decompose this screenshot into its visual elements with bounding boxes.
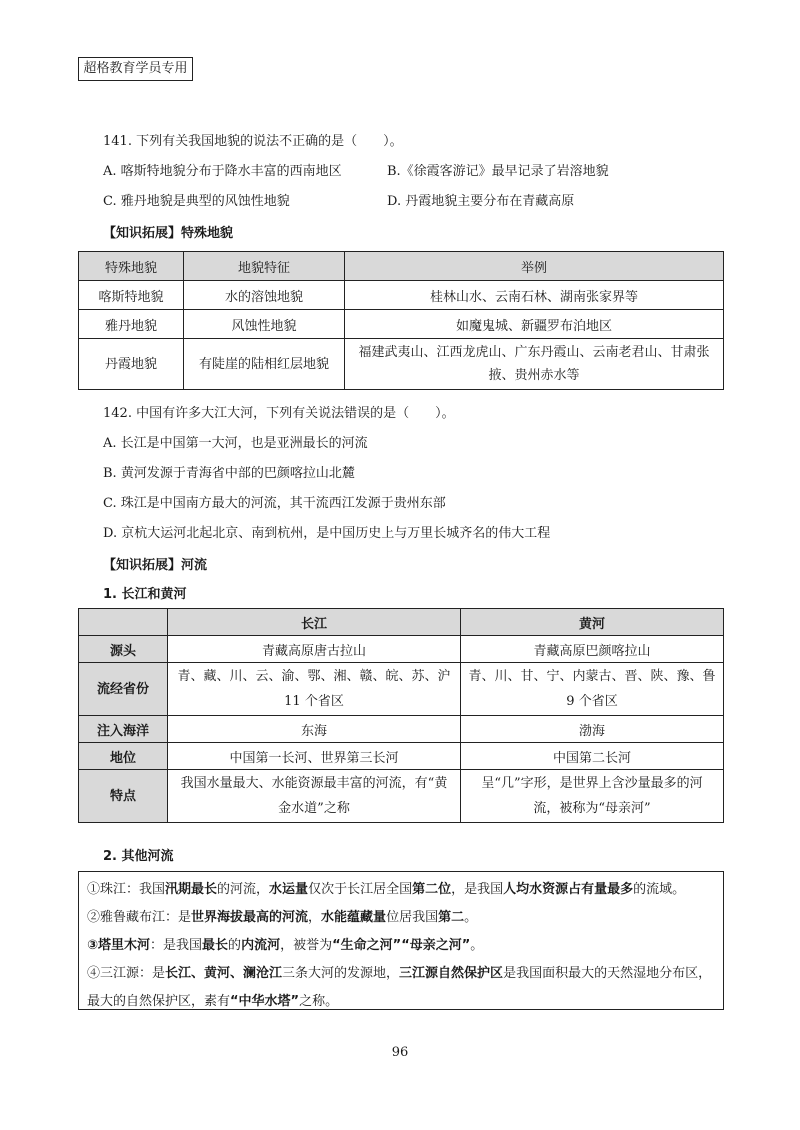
table-row (79, 339, 724, 390)
q142-option-d: D. 京杭大运河北起北京、南到杭州，是中国历史上与万里长城齐名的伟大工程 (103, 526, 551, 541)
table-header-cell: 黄河 (461, 609, 724, 636)
table-cell: 中国第二长河 (461, 743, 724, 770)
table-cell: 渤海 (461, 716, 724, 743)
table-row-header: 注入海洋 (79, 716, 168, 743)
table-cell: 青、川、甘、宁、内蒙古、晋、陕、豫、鲁 9 个省区 (461, 663, 724, 716)
table-header-cell: 地貌特征 (184, 252, 345, 281)
table-cell: 有陡崖的陆相红层地貌 (184, 339, 345, 390)
table-cell: 桂林山水、云南石林、湖南张家界等 (345, 281, 724, 310)
table-cell: 风蚀性地貌 (184, 310, 345, 339)
table-cell: 中国第一长河、世界第三长河 (168, 743, 461, 770)
other-rivers-box (78, 871, 724, 1010)
q141-option-c: C. 雅丹地貌是典型的风蚀性地貌 (103, 194, 290, 209)
yangtze-yellow-table (78, 608, 724, 823)
table-cell: 水的溶蚀地貌 (184, 281, 345, 310)
yarlung-tsangpo-line: ②雅鲁藏布江：是世界海拔最高的河流，水能蕴藏量位居我国第二。 (87, 910, 478, 925)
q142-option-c: C. 珠江是中国南方最大的河流，其干流西江发源于贵州东部 (103, 496, 446, 511)
table-row (79, 636, 724, 663)
landform-extension-heading: 【知识拓展】特殊地貌 (103, 226, 234, 241)
table-header-cell: 长江 (168, 609, 461, 636)
member-only-label: 超格教育学员专用 (78, 57, 193, 81)
table-cell: 东海 (168, 716, 461, 743)
table-cell: 如魔鬼城、新疆罗布泊地区 (345, 310, 724, 339)
q142-option-b: B. 黄河发源于青海省中部的巴颜喀拉山北麓 (103, 466, 355, 481)
table-cell: 青、藏、川、云、渝、鄂、湘、赣、皖、苏、沪 11 个省区 (168, 663, 461, 716)
table-header-cell: 举例 (345, 252, 724, 281)
three-rivers-source-line: ④三江源：是长江、黄河、澜沧江三条大河的发源地，三江源自然保护区是我国面积最大的天然湿地分布区，最大的自然保护区，素有“中华水塔”之称。 (87, 966, 712, 1009)
table-cell: 青藏高原巴颜喀拉山 (461, 636, 724, 663)
page-number: 96 (391, 1045, 409, 1060)
table-cell: 我国水量最大、水能资源最丰富的河流，有“黄金水道”之称 (168, 770, 461, 823)
tarim-river-line: ③塔里木河：是我国最长的内流河，被誉为“生命之河”“母亲之河”。 (87, 938, 484, 953)
table-row (79, 310, 724, 339)
yangtze-yellow-subheading: 1. 长江和黄河 (103, 587, 187, 602)
q142-option-a: A. 长江是中国第一大河，也是亚洲最长的河流 (103, 436, 368, 451)
table-cell: 喀斯特地貌 (79, 281, 184, 310)
table-row-header: 地位 (79, 743, 168, 770)
pearl-river-line: ①珠江：我国汛期最长的河流，水运量仅次于长江居全国第二位，是我国人均水资源占有量最多的流域。 (87, 882, 686, 897)
table-cell: 雅丹地貌 (79, 310, 184, 339)
table-row-header: 源头 (79, 636, 168, 663)
table-row (79, 743, 724, 770)
table-row (79, 716, 724, 743)
table-header-row (79, 252, 724, 281)
table-row-header: 特点 (79, 770, 168, 823)
table-cell: 丹霞地貌 (79, 339, 184, 390)
river-extension-heading: 【知识拓展】河流 (103, 558, 208, 573)
table-header-cell: 特殊地貌 (79, 252, 184, 281)
question-141-stem: 141. 下列有关我国地貌的说法不正确的是（ ）。 (103, 134, 403, 149)
table-row-header: 流经省份 (79, 663, 168, 716)
table-cell: 福建武夷山、江西龙虎山、广东丹霞山、云南老君山、甘肃张掖、贵州赤水等 (345, 339, 724, 390)
special-landforms-table (78, 251, 724, 390)
question-142-stem: 142. 中国有许多大江大河，下列有关说法错误的是（ ）。 (103, 406, 455, 421)
table-row (79, 770, 724, 823)
table-corner-cell (79, 609, 168, 636)
other-rivers-subheading: 2. 其他河流 (103, 849, 174, 864)
q141-option-d: D. 丹霞地貌主要分布在青藏高原 (387, 194, 575, 209)
table-header-row (79, 609, 724, 636)
table-row (79, 281, 724, 310)
q141-option-a: A. 喀斯特地貌分布于降水丰富的西南地区 (103, 164, 342, 179)
table-cell: 呈“几”字形，是世界上含沙量最多的河流，被称为“母亲河” (461, 770, 724, 823)
table-cell: 青藏高原唐古拉山 (168, 636, 461, 663)
table-row (79, 663, 724, 716)
q141-option-b: B.《徐霞客游记》最早记录了岩溶地貌 (387, 164, 609, 179)
